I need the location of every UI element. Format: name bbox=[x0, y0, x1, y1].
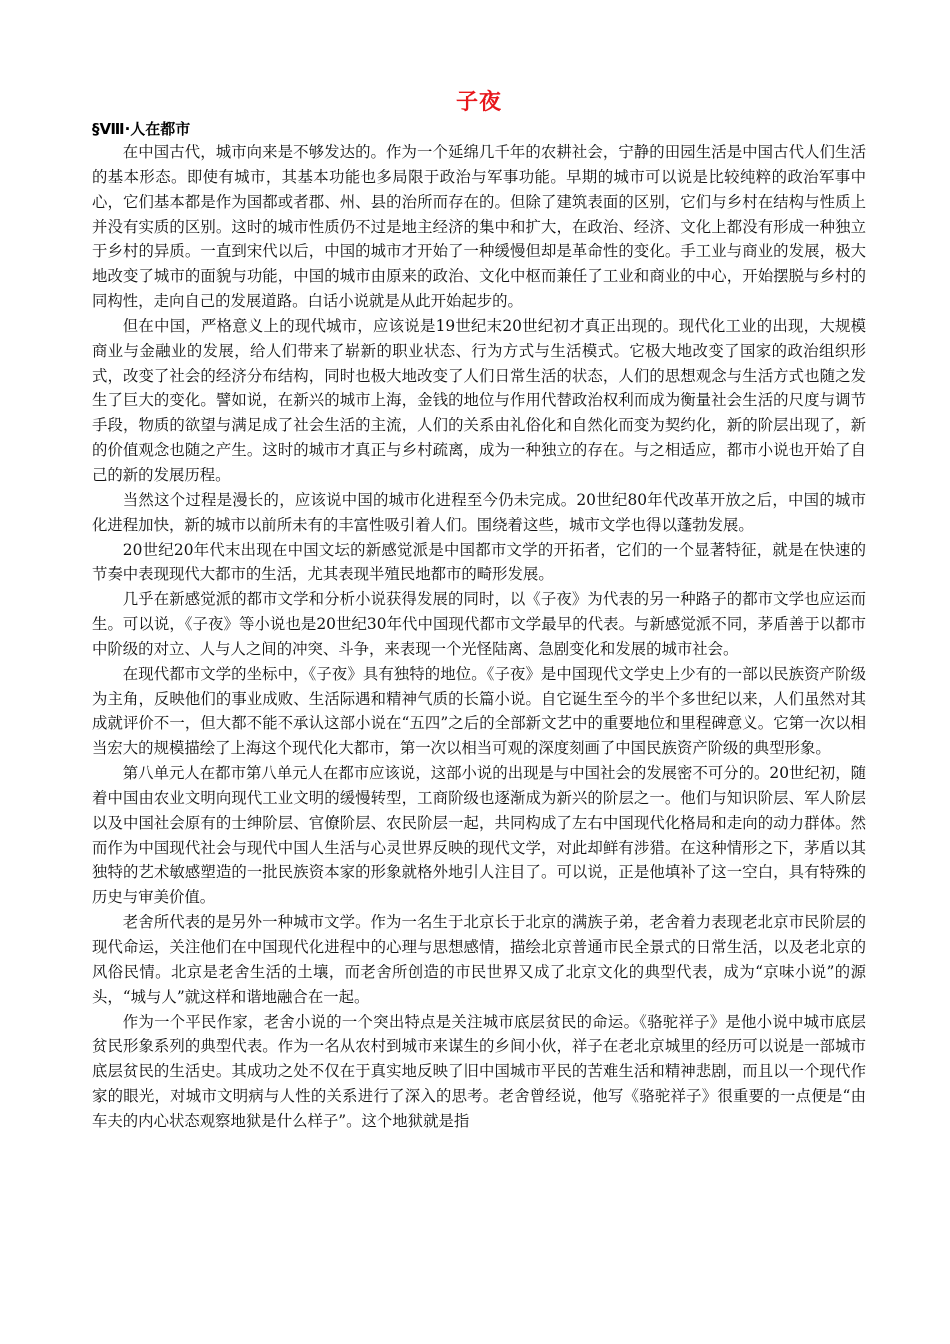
body-text bbox=[92, 140, 866, 1134]
paragraph: 20世纪20年代末出现在中国文坛的新感觉派是中国都市文学的开拓者，它们的一个显著特征，就是在快速的节奏中表现现代大都市的生活，尤其表现半殖民地都市的畸形发展。 bbox=[92, 540, 866, 584]
document-page bbox=[92, 88, 866, 1328]
paragraph: 作为一个平民作家，老舍小说的一个突出特点是关注城市底层贫民的命运。《骆驼祥子》是他小说中城市底层贫民形象系列的典型代表。作为一名从农村到城市来谋生的乡间小伙，祥子在老北京城里的经历可以说是一部城市底层贫民的生活史。其成功之处不仅在于真实地反映了旧中国城市平民的苦难生活和精神悲剧，而且以一个现代作家的眼光，对城市文明病与人性的关系进行了深入的思考。老舍曾经说，他写《骆驼祥子》很重要的一点便是“由车夫的内心状态观察地狱是什么样子”。这个地狱就是指 bbox=[92, 1012, 866, 1130]
paragraph: 老舍所代表的是另外一种城市文学。作为一名生于北京长于北京的满族子弟，老舍着力表现老北京市民阶层的现代命运，关注他们在中国现代化进程中的心理与思想感情，描绘北京普通市民全景式的日常生活，以及老北京的风俗民情。北京是老舍生活的土壤，而老舍所创造的市民世界又成了北京文化的典型代表，成为“京味小说”的源头，“城与人”就这样和谐地融合在一起。 bbox=[92, 913, 866, 1006]
paragraph: 第八单元人在都市第八单元人在都市应该说，这部小说的出现是与中国社会的发展密不可分的。20世纪初，随着中国由农业文明向现代工业文明的缓慢转型，工商阶级也逐渐成为新兴的阶层之一。他们与知识阶层、军人阶层以及中国社会原有的士绅阶层、官僚阶层、农民阶层一起，共同构成了左右中国现代化格局和走向的动力群体。然而作为中国现代社会与现代中国人生活与心灵世界反映的现代文学，对此却鲜有涉猎。在这种情形之下，茅盾以其独特的艺术敏感塑造的一批民族资本家的形象就格外地引人注目了。可以说，正是他填补了这一空白，具有特殊的历史与审美价值。 bbox=[92, 764, 866, 907]
paragraph: 当然这个过程是漫长的，应该说中国的城市化进程至今仍未完成。20世纪80年代改革开放之后，中国的城市化进程加快，新的城市以前所未有的丰富性吸引着人们。围绕着这些，城市文学也得以蓬勃发展。 bbox=[92, 490, 866, 534]
section-heading: §Ⅷ·人在都市 bbox=[92, 120, 191, 138]
paragraph: 但在中国，严格意义上的现代城市，应该说是19世纪末20世纪初才真正出现的。现代化工业的出现，大规模商业与金融业的发展，给人们带来了崭新的职业状态、行为方式与生活模式。它极大地改变了国家的政治组织形式，改变了社会的经济分布结构，同时也极大地改变了人们日常生活的状态，人们的思想观念与生活方式也随之发生了巨大的变化。譬如说，在新兴的城市上海，金钱的地位与作用代替政治权利而成为衡量社会生活的尺度与调节手段，物质的欲望与满足成了社会生活的主流，人们的关系由礼俗化和自然化而变为契约化，新的阶层出现了，新的价值观念也随之产生。这时的城市才真正与乡村疏离，成为一种独立的存在。与之相适应，都市小说也开始了自己的新的发展历程。 bbox=[92, 316, 866, 484]
document-title: 子夜 bbox=[455, 90, 502, 115]
paragraph: 几乎在新感觉派的都市文学和分析小说获得发展的同时，以《子夜》为代表的另一种路子的都市文学也应运而生。可以说，《子夜》等小说也是20世纪30年代中国现代都市文学最早的代表。与新感觉派不同，茅盾善于以都市中阶级的对立、人与人之间的冲突、斗争，来表现一个光怪陆离、急剧变化和发展的城市社会。 bbox=[92, 590, 866, 658]
paragraph: 在中国古代，城市向来是不够发达的。作为一个延绵几千年的农耕社会，宁静的田园生活是中国古代人们生活的基本形态。即使有城市，其基本功能也多局限于政治与军事功能。早期的城市可以说是比较纯粹的政治军事中心，它们基本都是作为国都或者郡、州、县的治所而存在的。但除了建筑表面的区别，它们与乡村在结构与性质上并没有实质的区别。这时的城市性质仍不过是地主经济的集中和扩大，在政治、经济、文化上都没有形成一种独立于乡村的异质。一直到宋代以后，中国的城市才开始了一种缓慢但却是革命性的变化。手工业与商业的发展，极大地改变了城市的面貌与功能，中国的城市由原来的政治、文化中枢而兼任了工业和商业的中心，开始摆脱与乡村的同构性，走向自己的发展道路。白话小说就是从此开始起步的。 bbox=[92, 143, 866, 311]
paragraph: 在现代都市文学的坐标中，《子夜》具有独特的地位。《子夜》是中国现代文学史上少有的一部以民族资产阶级为主角，反映他们的事业成败、生活际遇和精神气质的长篇小说。自它诞生至今的半个多世纪以来，人们虽然对其成就评价不一，但大都不能不承认这部小说在“五四”之后的全部新文艺中的重要地位和里程碑意义。它第一次以相当宏大的规模描绘了上海这个现代化大都市，第一次以相当可观的深度刻画了中国民族资产阶级的典型形象。 bbox=[92, 664, 866, 758]
